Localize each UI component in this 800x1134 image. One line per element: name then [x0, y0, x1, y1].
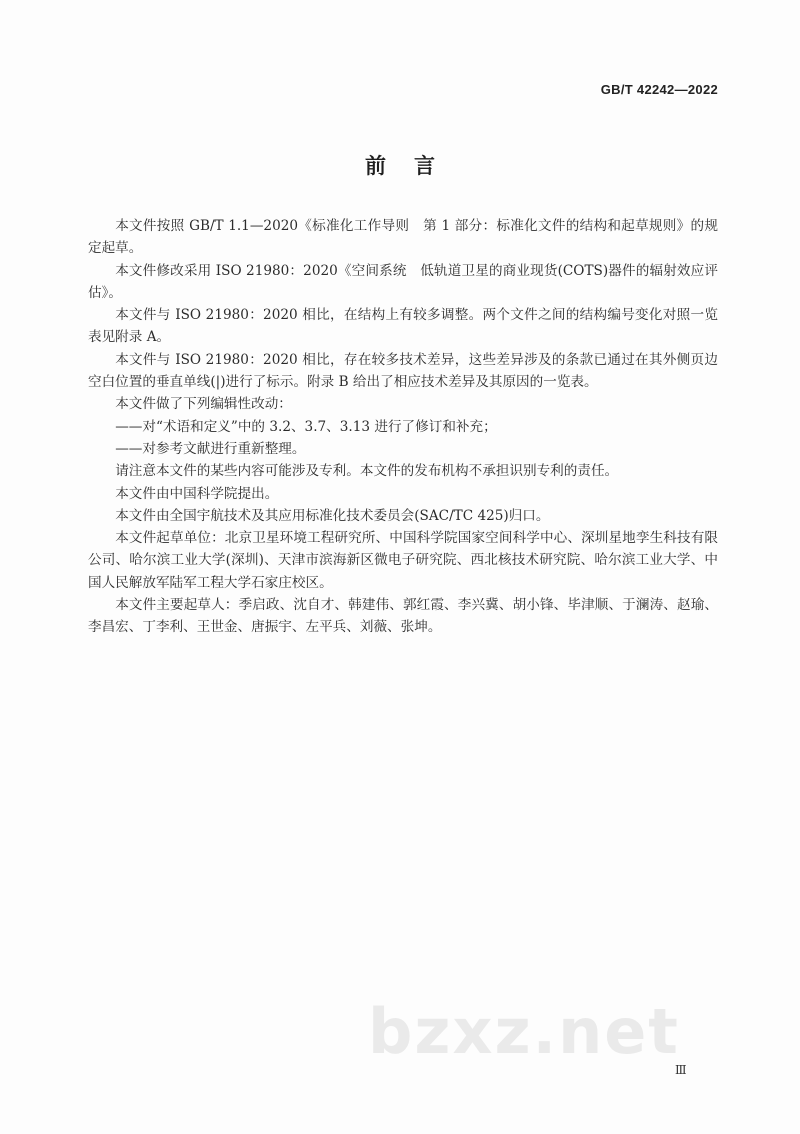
- watermark-logo: bzxz.net: [368, 995, 680, 1068]
- paragraph-committee: 本文件由全国宇航技术及其应用标准化技术委员会(SAC/TC 425)归口。: [115, 507, 550, 524]
- document-code: GB/T 42242—2022: [600, 82, 718, 97]
- paragraph-proposer: 本文件由中国科学院提出。: [115, 485, 279, 502]
- paragraph-main-drafters: 本文件主要起草人：季启政、沈自才、韩建伟、郭红霞、李兴冀、胡小锋、毕津顺、于澜涛、赵瑜、李昌宏、丁李利、王世金、唐振宇、左平兵、刘薇、张坤。: [88, 597, 718, 636]
- paragraph-structure-changes: 本文件与 ISO 21980：2020 相比，在结构上有较多调整。两个文件之间的结构编号变化对照一览表见附录 A。: [88, 307, 718, 346]
- paragraph-technical-differences: 本文件与 ISO 21980：2020 相比，存在较多技术差异，这些差异涉及的条款已通过在其外侧页边空白位置的垂直单线(|)进行了标示。附录 B 给出了相应技术差异及其原因的一览表。: [88, 351, 718, 391]
- paragraph-patent-notice: 请注意本文件的某些内容可能涉及专利。本文件的发布机构不承担识别专利的责任。: [115, 463, 619, 480]
- foreword-body: [88, 215, 718, 639]
- list-item-references: ——对参考文献进行重新整理。: [115, 440, 306, 457]
- paragraph-drafting-rules: 本文件按照 GB/T 1.1—2020《标准化工作导则 第 1 部分：标准化文件的结构和起草规则》的规定起草。: [88, 218, 718, 257]
- paragraph-adoption: 本文件修改采用 ISO 21980：2020《空间系统 低轨道卫星的商业现货(COTS)器件的辐射效应评估》。: [88, 262, 718, 301]
- paragraph-editorial-changes: 本文件做了下列编辑性改动：: [115, 396, 292, 413]
- page-number: Ⅲ: [675, 1063, 687, 1077]
- page-title: 前言: [365, 154, 463, 178]
- list-item-terms-revision: ——对“术语和定义”中的 3.2、3.7、3.13 进行了修订和补充；: [115, 418, 497, 435]
- paragraph-drafting-units: 本文件起草单位：北京卫星环境工程研究所、中国科学院国家空间科学中心、深圳星地孪生科技有限公司、哈尔滨工业大学(深圳)、天津市滨海新区微电子研究院、西北核技术研究院、哈尔滨工业大学、中国人民解放军陆军工程大学石家庄校区。: [88, 530, 718, 591]
